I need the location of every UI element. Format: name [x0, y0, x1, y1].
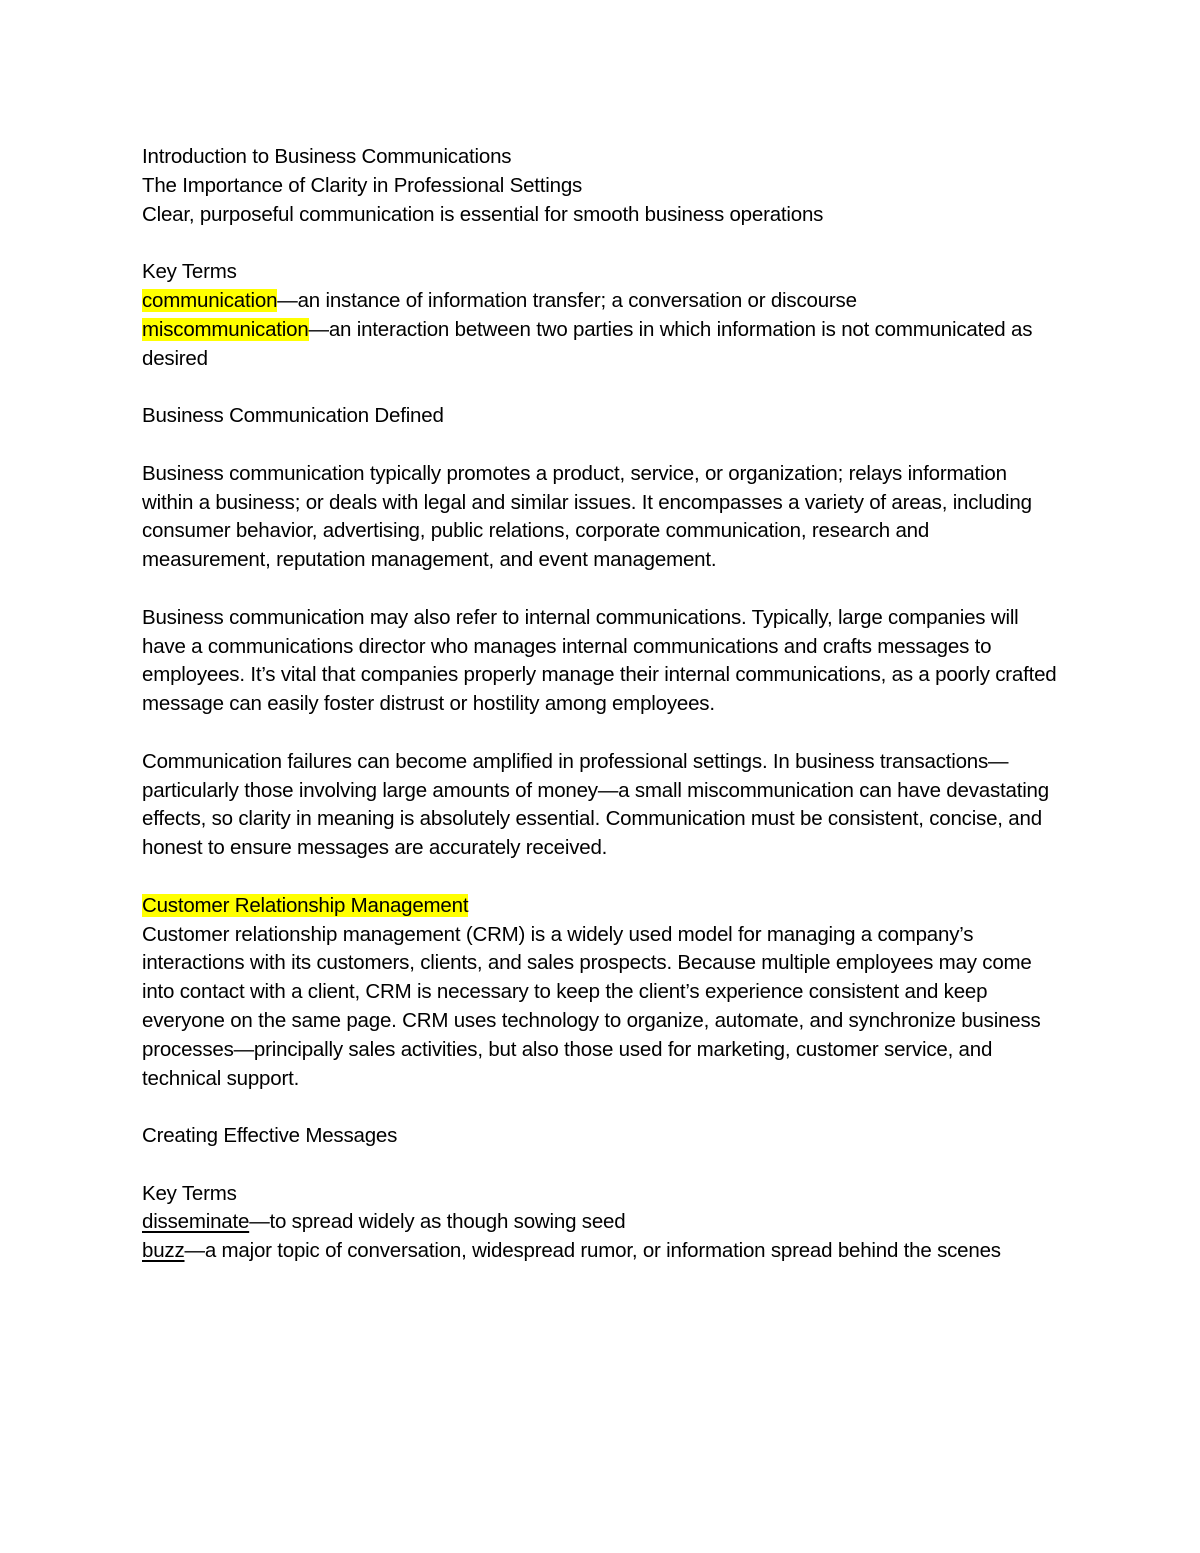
spacer: [142, 1093, 1057, 1122]
key-term-highlighted: miscommunication: [142, 317, 309, 341]
spacer: [142, 229, 1057, 258]
key-terms-heading: Key Terms: [142, 260, 237, 284]
spacer: [142, 1151, 1057, 1180]
spacer: [142, 373, 1057, 402]
body-paragraph: Communication failures can become amplified in professional settings. In business transactions—particularly those involving large amounts of money—a small miscommunication can have devastating effects, so clarity in meaning is absolutely essential. Communication must be consistent, concise, and honest to ensure messages are accurately received.: [142, 749, 1049, 860]
body-paragraph: Business communication typically promotes a product, service, or organization; relays information within a business; or deals with legal and similar issues. It encompasses a variety of areas, including consumer behavior, advertising, public relations, corporate communication, research and measurement, reputation management, and event management.: [142, 461, 1032, 572]
body-paragraph: Customer relationship management (CRM) is a widely used model for managing a company’s interactions with its customers, clients, and sales prospects. Because multiple employees may come into contact with a client, CRM is necessary to keep the client’s experience consistent and keep everyone on the same page. CRM uses technology to organize, automate, and synchronize business processes—principally sales activities, but also those used for marketing, customer service, and technical support.: [142, 922, 1041, 1090]
key-term-underlined: disseminate: [142, 1210, 250, 1234]
key-term-underlined: buzz: [142, 1239, 185, 1263]
key-term-entry: [142, 316, 1057, 374]
key-terms-heading: Key Terms: [142, 1181, 237, 1205]
section-heading-defined: Business Communication Defined: [142, 404, 444, 428]
document-tagline: Clear, purposeful communication is essential for smooth business operations: [142, 202, 824, 226]
spacer: [142, 431, 1057, 460]
key-term-entry: [142, 1208, 1057, 1237]
key-term-highlighted: communication: [142, 288, 278, 312]
key-term-definition: —a major topic of conversation, widespread rumor, or information spread behind the scenes: [184, 1239, 1001, 1263]
key-term-entry: [142, 287, 1057, 316]
spacer: [142, 863, 1057, 892]
document-title: Introduction to Business Communications: [142, 145, 512, 168]
spacer: [142, 719, 1057, 748]
document-subtitle: The Importance of Clarity in Professional Settings: [142, 173, 583, 197]
body-paragraph: Business communication may also refer to internal communications. Typically, large companies will have a communications director who manages internal communications and crafts messages to employees. It’s vital that companies properly manage their internal communications, as a poorly crafted message can easily foster distrust or hostility among employees.: [142, 605, 1057, 716]
key-term-definition: —an interaction between two parties in which information is not communicated as desired: [142, 317, 1033, 370]
key-term-definition: —an instance of information transfer; a conversation or discourse: [277, 288, 857, 312]
key-term-definition: —to spread widely as though sowing seed: [249, 1210, 626, 1234]
section-heading-messages: Creating Effective Messages: [142, 1124, 398, 1148]
spacer: [142, 575, 1057, 604]
highlighted-heading: Customer Relationship Management: [142, 893, 469, 917]
document-page: [142, 143, 1057, 1266]
key-term-entry: [142, 1237, 1057, 1266]
section-heading-crm: [142, 892, 1057, 921]
